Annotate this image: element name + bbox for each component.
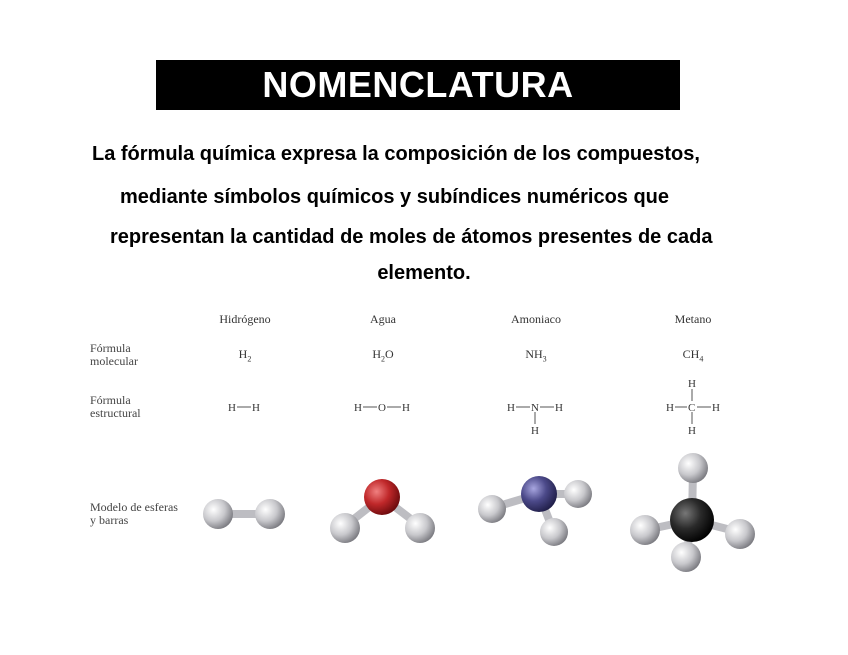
paragraph-line-3: representan la cantidad de moles de átomos presentes de cada [110,226,713,248]
page-title: NOMENCLATURA [262,64,574,105]
ball-and-stick-models [190,445,770,585]
struct-nh3-atom-h3: H [531,425,539,437]
model-h2-hydrogen-1 [203,499,233,529]
struct-ch4-atom-h-right: H [712,402,720,414]
formula-water [333,347,433,363]
model-ch4-hydrogen-left [630,515,660,545]
column-header-hydrogen: Hidrógeno [219,312,271,326]
formula-hydrogen [195,347,295,363]
row-label-molecular [90,342,138,368]
row-label-structural-line1: Fórmula [90,393,131,407]
row-label-structural-line2: estructural [90,406,141,420]
model-ch4-hydrogen-right [725,519,755,549]
model-hydrogen [203,499,285,529]
column-header-water: Agua [370,312,396,326]
model-nh3-hydrogen-1 [478,495,506,523]
formula-hydrogen-base: H [238,347,248,361]
row-label-molecular-line2: molecular [90,354,138,368]
struct-ch4-atom-h-bottom: H [688,425,696,437]
row-label-model-line1: Modelo de esferas [90,500,178,514]
column-header-ammonia: Amoniaco [511,312,561,326]
model-methane [630,453,755,572]
formula-methane [643,347,743,363]
model-h2o-oxygen [364,479,400,515]
model-ch4-carbon [670,498,714,542]
model-ch4-hydrogen-bottom [671,542,701,572]
paragraph-line-4: elemento. [377,262,471,284]
formula-water-rest: O [385,347,394,361]
paragraph-line-1: La fórmula química expresa la composición de los compuestos, [92,143,700,165]
model-nh3-hydrogen-2 [564,480,592,508]
formula-ammonia [486,347,586,363]
struct-h2-atom-1: H [228,402,236,414]
row-label-model-line2: y barras [90,513,129,527]
formula-ammonia-base: NH [525,347,543,361]
formula-methane-base: CH [682,347,700,361]
struct-h2o-atom-h2: H [402,402,410,414]
structural-formulas [190,372,810,442]
formula-water-sub: 2 [381,354,385,364]
model-h2o-hydrogen-2 [405,513,435,543]
formula-water-base: H [372,347,381,361]
title-banner [156,60,680,110]
formula-hydrogen-sub: 2 [247,354,252,364]
struct-ch4-atom-h-top: H [688,378,696,390]
struct-h2o-atom-o: O [378,402,386,414]
paragraph-line-2: mediante símbolos químicos y subíndices numéricos que [120,186,670,208]
struct-nh3-atom-n: N [531,402,539,414]
struct-h2o-atom-h1: H [354,402,362,414]
formula-methane-sub: 4 [699,354,704,364]
model-ammonia [478,476,592,546]
formula-ammonia-sub: 3 [542,354,547,364]
model-water [330,479,435,543]
row-label-model [90,501,178,527]
struct-ch4-atom-h-left: H [666,402,674,414]
struct-nh3-atom-h2: H [555,402,563,414]
model-nh3-nitrogen [521,476,557,512]
column-header-methane: Metano [674,312,712,326]
model-h2o-hydrogen-1 [330,513,360,543]
model-nh3-hydrogen-3 [540,518,568,546]
row-label-structural [90,394,141,420]
model-ch4-hydrogen-top [678,453,708,483]
model-h2-hydrogen-2 [255,499,285,529]
row-label-molecular-line1: Fórmula [90,341,131,355]
struct-ch4-atom-c: C [688,402,696,414]
struct-h2-atom-2: H [252,402,260,414]
struct-nh3-atom-h1: H [507,402,515,414]
